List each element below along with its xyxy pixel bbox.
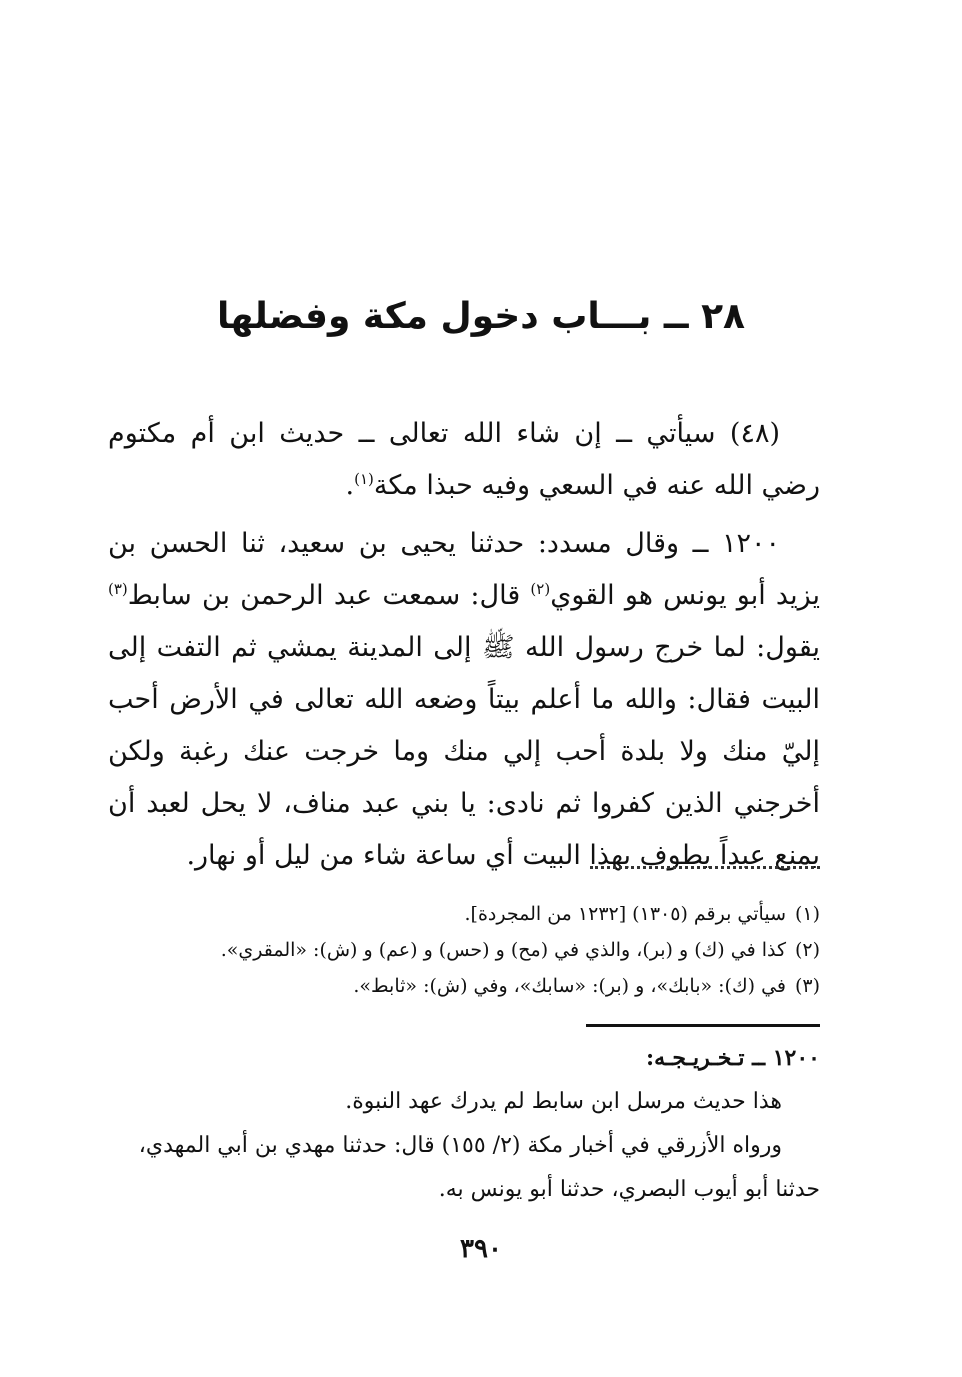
footnotes — [108, 896, 820, 1004]
takhrij-line-2: ورواه الأزرقي في أخبار مكة (٢/ ١٥٥) قال: حدثنا مهدي بن أبي المهدي، حدثنا أبو أيوب البصري، حدثنا أبو يونس به. — [138, 1133, 820, 1202]
footnote-3 — [108, 968, 820, 1004]
page-number: ٣٩٠ — [460, 1234, 502, 1264]
footnote-ref-2[interactable]: (٢) — [530, 580, 551, 598]
footnote-3-text: في (ك): «بابك»، و (بر): «سابك»، وفي (ش): «ثابط». — [353, 975, 786, 997]
main-text — [108, 408, 820, 882]
hadith-1200 — [108, 518, 820, 882]
takhrij-line-1: هذا حديث مرسل ابن سابط لم يدرك عهد النبوة. — [345, 1089, 782, 1114]
footnote-separator — [590, 866, 820, 869]
takhrij-separator — [586, 1024, 820, 1027]
footnote-ref-3[interactable]: (٣) — [108, 580, 128, 598]
footnote-1 — [108, 896, 820, 932]
footnote-2 — [108, 932, 820, 968]
takhrij-heading: ١٢٠٠ ــ تـخـريـجـه: — [646, 1045, 820, 1071]
hadith-1200-seg1: ١٢٠٠ ــ وقال مسدد: حدثنا يحيى بن سعيد، ثنا الحسن بن يزيد أبو يونس هو القوي — [108, 528, 820, 611]
paragraph-48-end: . — [345, 470, 355, 501]
chapter-title: ٢٨ ــ بـــاب دخول مكة وفضلها — [216, 296, 746, 337]
paragraph-48 — [108, 408, 820, 512]
takhrij-section — [108, 1036, 820, 1212]
footnote-2-text: كذا في (ك) و (بر)، والذي في (مح) و (حس) و (عم) و (ش): «المقري». — [220, 939, 786, 961]
footnote-1-number: (١) — [794, 903, 820, 925]
footnote-3-number: (٣) — [794, 975, 820, 997]
hadith-1200-seg2: قال: سمعت عبد الرحمن بن سابط — [127, 580, 531, 611]
hadith-1200-seg3: يقول: لما خرج رسول الله ﷺ إلى المدينة يمشي ثم التفت إلى البيت فقال: والله ما أعلم بيتاً وضعه الله تعالى في الأرض أحب إليّ منك ولا بلدة أحب إلي منك وما خرجت عنك رغبة ولكن أخرجني الذين كفروا ثم نادى: يا بني عبد مناف، لا يحل لعبد أن يمنع عبداً يطوف بهذا البيت أي ساعة شاء من ليل أو نهار. — [108, 632, 820, 871]
footnote-2-number: (٢) — [794, 939, 820, 961]
paragraph-48-text: (٤٨) سيأتي ــ إن شاء الله تعالى ــ حديث ابن أم مكتوم رضي الله عنه في السعي وفيه حبذا مكة — [108, 418, 820, 501]
footnote-1-text: سيأتي برقم (١٣٠٥) [١٢٣٢ من المجردة]. — [464, 903, 786, 925]
footnote-ref-1[interactable]: (١) — [354, 470, 374, 488]
